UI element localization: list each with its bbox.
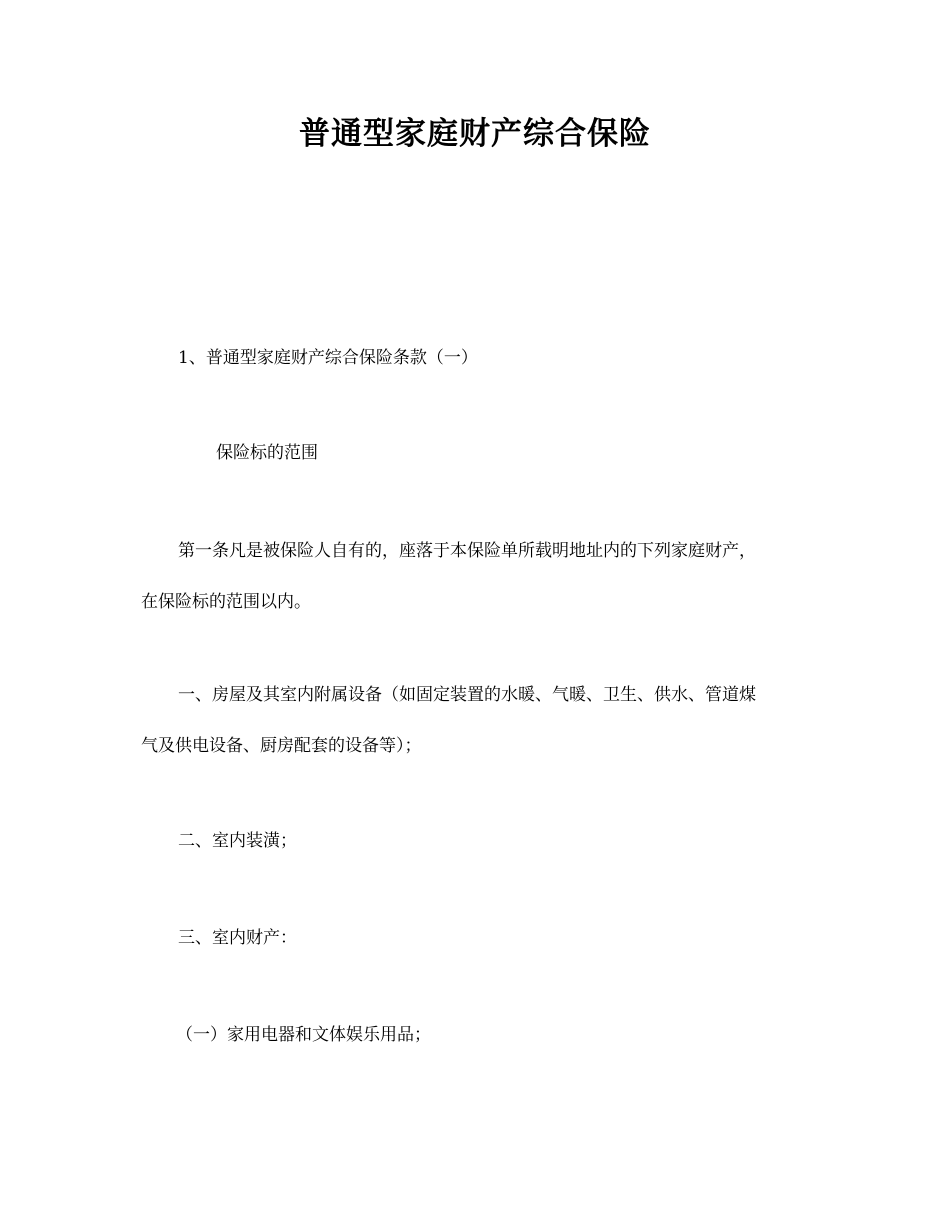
document-title: 普通型家庭财产综合保险 [299,116,651,152]
article-one-line-1: 第一条凡是被保险人自有的，座落于本保险单所载明地址内的下列家庭财产， [178,541,756,561]
item-two: 二、室内装潢； [178,831,297,851]
item-one-line-1: 一、房屋及其室内附属设备（如固定装置的水暖、气暖、卫生、供水、管道煤 [178,685,756,705]
clause-heading: 1、普通型家庭财产综合保险条款（一） [178,348,478,368]
item-one-line-2: 气及供电设备、厨房配套的设备等）； [141,736,422,756]
section-heading: 保险标的范围 [216,443,318,463]
item-three: 三、室内财产： [178,928,297,948]
sub-item-one: （一）家用电器和文体娱乐用品； [176,1025,431,1045]
article-one-line-2: 在保险标的范围以内。 [141,592,311,612]
